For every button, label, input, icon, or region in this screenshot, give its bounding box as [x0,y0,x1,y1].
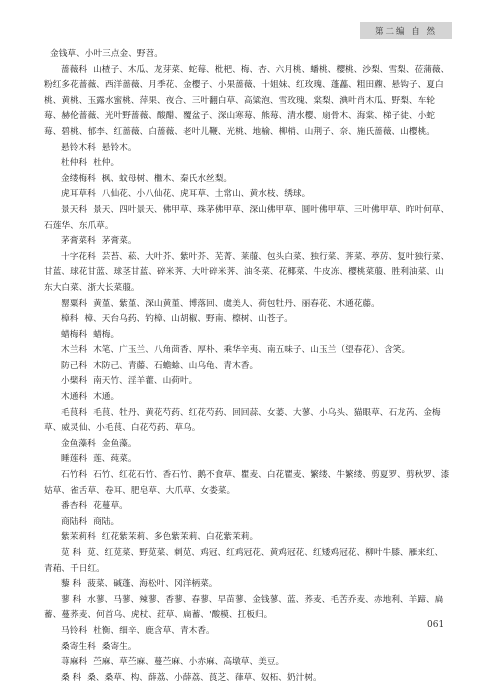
family-name: 石竹科 [61,470,88,481]
family-name: 藜 科 [61,579,82,590]
family-name: 小檗科 [61,376,88,387]
list-item [44,499,450,515]
page-number: 061 [427,620,445,630]
family-name: 桑寄生科 [61,641,96,652]
species-list: 菠菜、碱蓬、海松叶、冈洋柄菜。 [87,579,218,590]
family-name: 茅膏菜科 [61,236,96,247]
list-item [44,452,450,468]
species-list: 八仙花、小八仙花、虎耳草、土常山、黄水枝、绣球。 [101,189,311,200]
family-name: 罂粟科 [61,298,88,309]
family-name: 悬铃木科 [61,142,96,153]
list-item [44,47,450,63]
list-item [44,359,450,375]
family-name: 马铃科 [61,625,88,636]
species-list: 黄堇、紫堇、深山黄堇、博落回、虞美人、荷包牡丹、丽春花、木通花藤。 [93,298,380,309]
list-item [44,530,450,546]
family-name: 苋 科 [61,548,82,558]
family-name: 木兰科 [61,345,88,356]
list-item [44,374,450,390]
family-name: 樟科 [61,314,79,325]
species-list: 金鱼藻。 [101,438,137,449]
family-name: 木通科 [61,392,88,403]
species-list: 樟、天台乌药、钓樟、山胡椒、野南、檫树、山苍子。 [84,314,293,325]
species-list: 花蔓草。 [93,501,128,512]
list-item [44,406,450,437]
species-list: 茅膏菜。 [101,236,137,247]
list-item [44,390,450,406]
species-list: 山楂子、木瓜、龙芽菜、蛇莓、枇杷、梅、杏、六月桃、蟠桃、樱桃、沙梨、雪梨、莅蒲薇、粉红多花蔷薇、西洋蔷薇、月季花、金樱子、小果蔷薇、十姐妹、红玫瑰、蓬藟、粗田藨、悬钩子、夏白桃、黄桃、玉露水蜜桃、萍果、夜合、三叶翻白草、高粱泡、雪玫瑰、棠梨、淟叶肖木瓜、野梨、车轮莓、赫伦蔷薇、光叶野蔷薇、酸醋、覆盆子、深山寒莓、熊莓、清水樱、扇骨木、海棠、梯子徒、小蛇莓、碧桃、郁李、红蔷薇、白蔷薇、老叶儿鞭、光桃、地榆、柳梢、山荆子、奈、施氏蔷薇、山樱桃。 [44,64,450,137]
family-name: 蔷薇科 [61,64,88,75]
list-item [44,437,450,453]
list-item [44,203,450,234]
species-list: 桑寄生。 [101,641,137,652]
species-list: 莲、莼菜。 [93,454,137,465]
family-name: 毛茛科 [61,407,88,418]
list-item [44,546,450,577]
family-name: 十字花科 [61,251,96,262]
list-item [44,156,450,172]
family-name: 蜡梅科 [61,329,88,340]
species-list: 景天、四叶景天、佛甲草、珠茅佛甲草、深山佛甲草、圆叶佛甲草、三叶佛甲草、昨叶何草、石莲华、东爪草。 [44,204,450,231]
species-list: 南天竹、淫羊藿、山荷叶。 [93,376,198,387]
species-list: 悬铃木。 [101,142,137,153]
family-name: 景天科 [61,204,88,215]
list-item [44,640,450,656]
species-list: 桑、桑草、构、薛荔、小薛荔、莨芝、葎草、奴柘、奶汁树。 [87,672,322,683]
species-list: 苎麻、草苎麻、蔓苎麻、小赤麻、高墩草、美豆。 [93,657,285,668]
list-item [44,593,450,624]
species-list: 水蓼、马蓼、辣蓼、香蓼、春蓼、早苗蓼、金钱蓼、蓝、荞麦、毛苦乔麦、赤地利、羊蹄、扁蓄、蔓荞麦、何首乌、虎杖、荭草、扁蓄、'酸模、扛板归。 [44,594,444,621]
list-item [44,187,450,203]
list-item [44,328,450,344]
list-item [44,141,450,157]
family-name: 荨麻科 [61,657,88,668]
family-name: 防己科 [61,360,88,371]
family-name: 紫茉莉科 [61,532,96,543]
list-item [44,624,450,640]
list-item [44,312,450,328]
species-list: 木防己、青藤、石蟾蜍、山乌龟、青木香。 [93,360,259,371]
species-list: 枫、蚊母树、檵木、秦氏水丝梨。 [101,173,233,184]
list-item [44,515,450,531]
list-item [44,63,450,141]
family-name: 金鱼藻科 [61,438,96,449]
species-list: 商陆。 [93,516,120,527]
family-name: 杜仲科 [61,158,88,169]
species-list: 杜仲。 [93,158,120,169]
list-item [44,297,450,313]
species-list: 石竹、红花石竹、香石竹、鹅不食草、瞿麦、白花瞿麦、繁缕、牛繁缕、剪夏罗、剪秋罗、漆姑草、雀舌草、卷耳、肥皂草、大爪草、女娄菜。 [44,470,450,496]
list-item [44,671,450,686]
list-item [44,250,450,297]
family-name: 虎耳草科 [61,189,96,200]
species-list: 毛茛、牡丹、黄花芍药、红花芍药、回回蒜、女萎、大蓼、小乌头、猫眼草、石龙芮、金梅草、威灵仙、小毛茛、白花芍药、草乌。 [44,407,441,434]
list-item [44,234,450,250]
species-list: 木通。 [93,392,120,403]
species-list: 金钱草、小叶三点金、野苕。 [50,49,163,59]
family-name: 番杏科 [61,501,88,512]
list-item [44,468,450,499]
list-item [44,343,450,359]
running-header-title: 第二编 自 然 [375,26,437,37]
list-item [44,655,450,671]
species-list: 杜衡、细辛、鹿含草、青木香。 [93,625,215,636]
list-item [44,577,450,593]
species-list: 蜡梅。 [93,329,120,340]
species-list: 木笔、广玉兰、八角茴香、厚朴、乘华辛夷、南五味子、山玉兰（望春花）、含笑。 [93,345,411,356]
list-item [44,172,450,188]
family-name: 蓼 科 [61,594,82,605]
species-list: 苋、红苋菜、野苋菜、刺苋、鸡冠、红鸡冠花、黄鸡冠花、红矮鸡冠花、柳叶牛膝、雁来红、青葙、千日红。 [44,548,444,574]
family-name: 金缕梅科 [61,173,96,184]
running-header [360,22,452,39]
plant-list [44,47,450,686]
species-list: 红花紫茉莉、多色紫茉莉、白花紫茉莉。 [101,532,259,543]
species-list: 芸苔、菘、大叶芥、紫叶芥、芜菁、莱菔、包头白菜、独行菜、荠菜、葶苈、复叶独行菜、甘蓝、球花甘蓝、球茎甘蓝、碎米荠、大叶碎米荠、油冬菜、花椰菜、牛皮冻、樱桃菜菔、胜利油菜、山东大白菜、浙大长菜菔。 [44,251,450,293]
family-name: 桑 科 [61,672,82,683]
family-name: 商陆科 [61,516,88,527]
family-name: 睡莲科 [61,454,88,465]
